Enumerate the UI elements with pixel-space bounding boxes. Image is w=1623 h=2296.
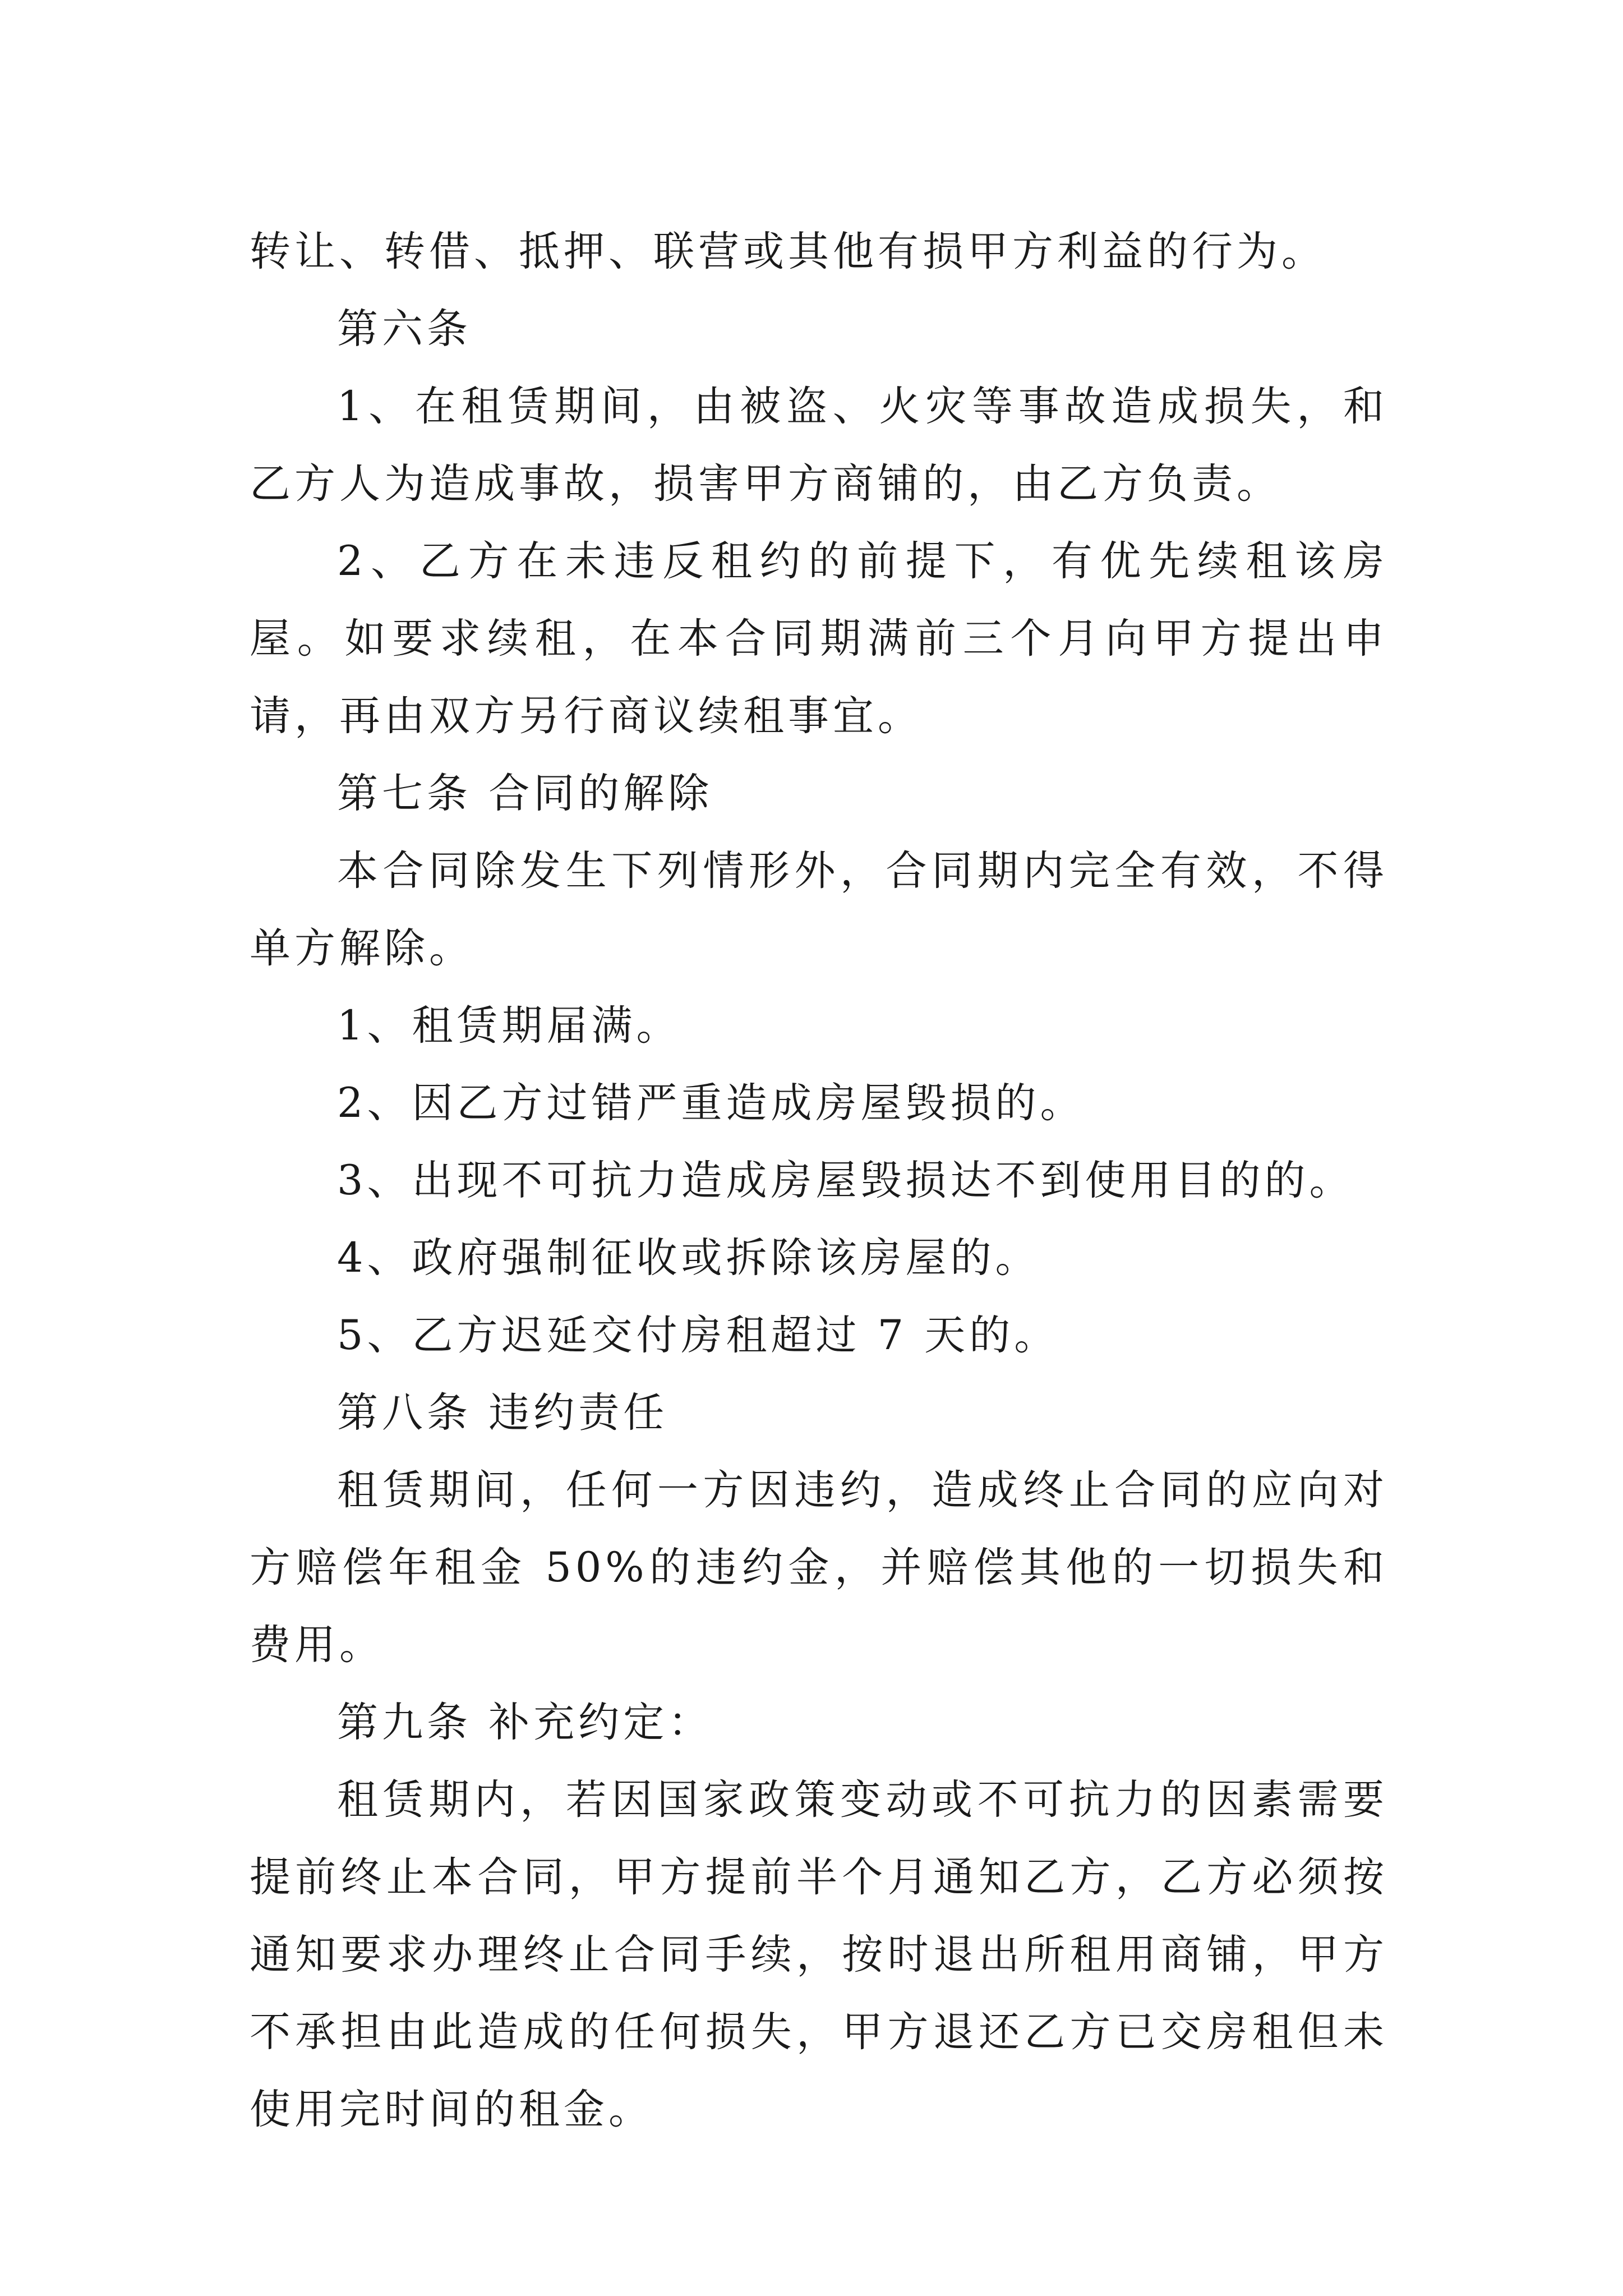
article-7-item-3: 3、出现不可抗力造成房屋毁损达不到使用目的的。 [337, 1157, 1354, 1204]
contract-body [250, 213, 1388, 2148]
article-9-body: 租赁期内，若因国家政策变动或不可抗力的因素需要提前终止本合同，甲方提前半个月通知乙方，乙方必须按通知要求办理终止合同手续，按时退出所租用商铺，甲方不承担由此造成的任何损失，甲方退还乙方已交房租但未使用完时间的租金。 [250, 1776, 1388, 2133]
article-7-item-1: 1、租赁期届满。 [337, 1002, 681, 1050]
article-7-heading: 第七条 合同的解除 [337, 770, 713, 817]
article-8-body: 租赁期间，任何一方因违约，造成终止合同的应向对方赔偿年租金 50%的违约金，并赔偿其他的一切损失和费用。 [250, 1466, 1388, 1669]
article-7-item-4: 4、政府强制征收或拆除该房屋的。 [337, 1234, 1040, 1282]
article-7-intro: 本合同除发生下列情形外，合同期内完全有效，不得单方解除。 [250, 847, 1388, 972]
article-8-heading: 第八条 违约责任 [337, 1389, 668, 1437]
article-7-item-5: 5、乙方迟延交付房租超过 7 天的。 [337, 1312, 1059, 1359]
article-7-item-2: 2、因乙方过错严重造成房屋毁损的。 [337, 1079, 1085, 1127]
article-9-heading: 第九条 补充约定： [337, 1699, 713, 1746]
article-6-clause-2: 2、乙方在未违反租约的前提下，有优先续租该房屋。如要求续租，在本合同期满前三个月向甲方提出申请，再由双方另行商议续租事宜。 [250, 537, 1388, 740]
paragraph-continuation: 转让、转借、抵押、联营或其他有损甲方利益的行为。 [250, 228, 1326, 275]
article-6-clause-1: 1、在租赁期间，由被盗、火灾等事故造成损失，和乙方人为造成事故，损害甲方商铺的，由乙方负责。 [250, 383, 1388, 508]
article-6-heading: 第六条 [337, 305, 472, 353]
